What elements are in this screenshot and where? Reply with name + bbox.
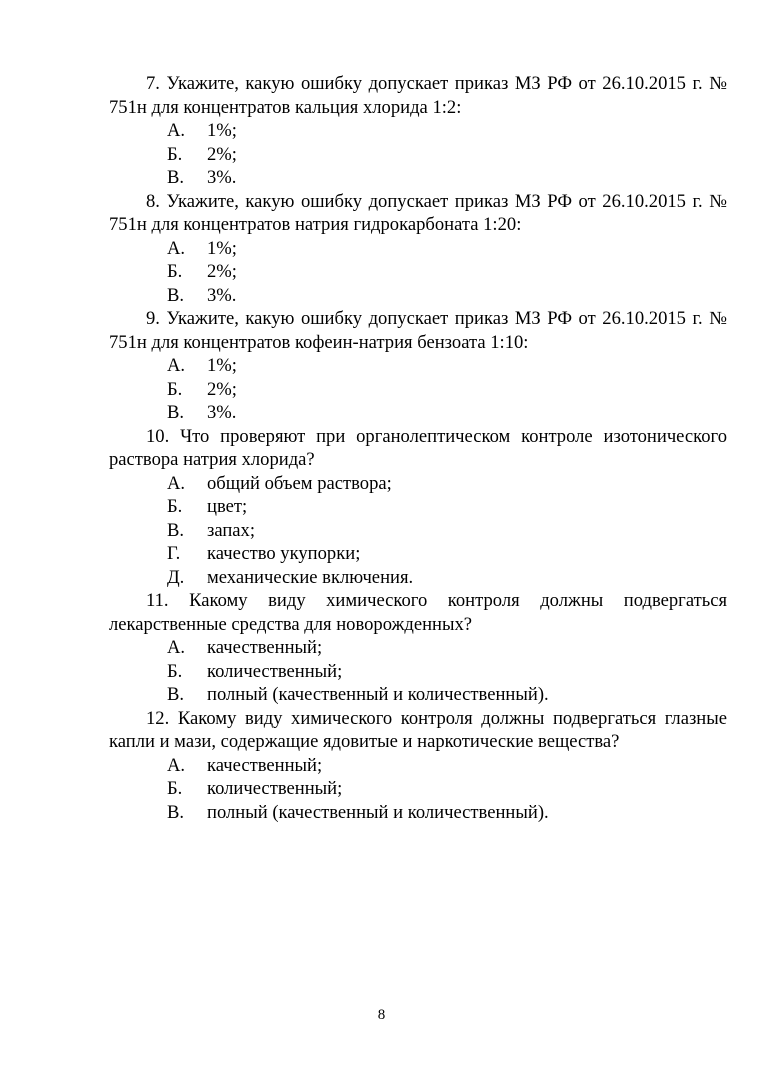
answer-option	[109, 683, 727, 707]
option-letter: Б.	[167, 660, 183, 682]
option-text: качественный;	[207, 637, 323, 658]
question-number: 10.	[146, 425, 170, 447]
option-letter: А.	[167, 120, 186, 141]
answer-option	[109, 284, 727, 308]
option-text: 2%;	[207, 261, 237, 282]
question-text	[109, 589, 727, 636]
option-text: качество укупорки;	[207, 543, 361, 564]
answer-options	[109, 237, 727, 308]
option-letter: В.	[167, 284, 185, 306]
option-text: 2%;	[207, 143, 237, 165]
answer-options	[109, 472, 727, 590]
option-text: механические включения.	[207, 566, 414, 588]
answer-option	[109, 519, 727, 543]
answer-option	[109, 143, 727, 167]
question-body: Какому виду химического контроля должны подвергаться лекарственные средства для новорожденных?	[109, 590, 727, 635]
question-number: 9.	[146, 308, 160, 329]
option-letter: А.	[167, 355, 186, 376]
option-letter: Б.	[167, 378, 183, 400]
option-letter: В.	[167, 801, 185, 823]
answer-option	[109, 636, 727, 660]
answer-option	[109, 542, 727, 566]
option-letter: А.	[167, 637, 186, 658]
answer-options	[109, 754, 727, 825]
option-text: качественный;	[207, 754, 323, 776]
option-text: общий объем раствора;	[207, 472, 392, 494]
question-body: Укажите, какую ошибку допускает приказ МЗ РФ от 26.10.2015 г. № 751н для концентратов натрия гидрокарбоната 1:20:	[109, 190, 727, 235]
option-letter: В.	[167, 519, 185, 541]
question-number: 11.	[146, 590, 169, 611]
answer-option	[109, 472, 727, 496]
answer-option	[109, 119, 727, 143]
option-letter: В.	[167, 402, 185, 423]
option-letter: В.	[167, 167, 185, 188]
question-body: Что проверяют при органолептическом контроле изотонического раствора натрия хлорида?	[109, 425, 727, 470]
answer-option	[109, 166, 727, 190]
answer-options	[109, 636, 727, 707]
option-text: 1%;	[207, 237, 237, 259]
answer-option	[109, 237, 727, 261]
option-text: полный (качественный и количественный).	[207, 684, 549, 705]
option-text: запах;	[207, 519, 256, 541]
option-text: 1%;	[207, 355, 237, 376]
question-number: 8.	[146, 190, 160, 212]
question-body: Укажите, какую ошибку допускает приказ МЗ РФ от 26.10.2015 г. № 751н для концентратов кофеин-натрия бензоата 1:10:	[109, 308, 727, 353]
option-letter: В.	[167, 684, 185, 705]
question-10	[109, 425, 727, 590]
option-letter: А.	[167, 237, 186, 259]
question-text	[109, 307, 727, 354]
question-9	[109, 307, 727, 425]
answer-option	[109, 354, 727, 378]
question-body: Укажите, какую ошибку допускает приказ МЗ РФ от 26.10.2015 г. № 751н для концентратов кальция хлорида 1:2:	[109, 73, 727, 118]
page-content	[109, 72, 727, 824]
option-letter: Б.	[167, 143, 183, 165]
question-7	[109, 72, 727, 190]
answer-option	[109, 378, 727, 402]
option-letter: Д.	[167, 566, 185, 588]
option-text: количественный;	[207, 660, 343, 682]
option-letter: А.	[167, 754, 186, 776]
option-letter: Б.	[167, 778, 183, 799]
question-number: 12.	[146, 707, 170, 729]
answer-option	[109, 401, 727, 425]
option-letter: Г.	[167, 543, 181, 564]
question-number: 7.	[146, 73, 160, 94]
page-number: 8	[377, 1007, 386, 1023]
option-text: полный (качественный и количественный).	[207, 801, 549, 823]
question-11	[109, 589, 727, 707]
question-text	[109, 190, 727, 237]
option-text: 1%;	[207, 120, 237, 141]
answer-option	[109, 495, 727, 519]
question-text	[109, 72, 727, 119]
option-text: цвет;	[207, 496, 248, 517]
question-text	[109, 425, 727, 472]
option-letter: Б.	[167, 496, 183, 517]
question-text	[109, 707, 727, 754]
question-body: Какому виду химического контроля должны подвергаться глазные капли и мази, содержащие ядовитые и наркотические вещества?	[109, 707, 727, 752]
option-text: 3%.	[207, 167, 237, 188]
option-text: 3%.	[207, 284, 237, 306]
option-text: 2%;	[207, 378, 237, 400]
answer-option	[109, 660, 727, 684]
answer-option	[109, 754, 727, 778]
answer-option	[109, 777, 727, 801]
answer-option	[109, 801, 727, 825]
option-letter: Б.	[167, 261, 183, 282]
answer-options	[109, 119, 727, 190]
answer-option	[109, 566, 727, 590]
option-text: количественный;	[207, 778, 343, 799]
question-8	[109, 190, 727, 308]
answer-options	[109, 354, 727, 425]
option-text: 3%.	[207, 402, 237, 423]
answer-option	[109, 260, 727, 284]
option-letter: А.	[167, 472, 186, 494]
question-12	[109, 707, 727, 825]
